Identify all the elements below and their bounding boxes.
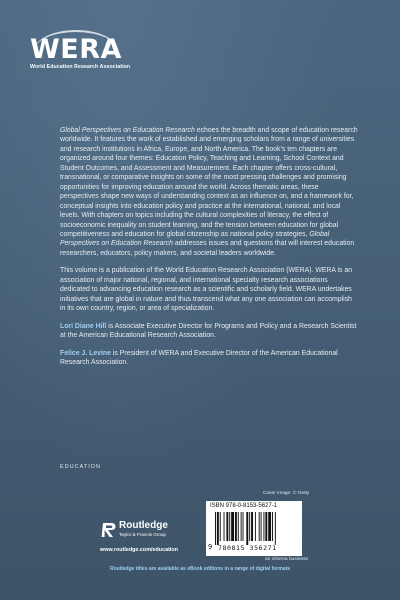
logo-subtitle: World Education Research Association [30,64,131,70]
isbn-label: ISBN 978-0-8153-5627-1 [210,503,278,509]
author-name: Lori Diane Hill [60,322,107,330]
wera-logo [30,36,130,70]
logo-text: WERA [30,34,122,65]
author-bio-1 [60,322,358,341]
logo-arc [34,30,118,72]
blurb-text: echoes the breadth and scope of education research worldwide. It features the work of established and emerging scholars from a range of universities and research institutions in Africa, Europe, and North America. The book’s ten chapters are organized around four themes: Education Policy, Teaching and Learning, School Context and Student Outcomes, and Assessment and Measurement. Each chapter offers cross-cultural, transnational, or comparative insights on some of the most pressing challenges and promising opportunities for improving education around the world. Across thematic areas, these perspectives shape new ways of understanding context as an influence on, and a framework for, conceptual insights into education policy and practice at the international, national, and local levels. With chapters on topics including the cultural complexities of literacy, the effect of socioeconomic inequality on student learning, and the tension between education for global competitiveness and education for global citizenship as national policy strategies, [60,127,358,238]
publisher-url: www.routledge.com/education [100,547,178,553]
ean-first-digit: 9 [208,543,213,551]
informa-tagline: an informa business [265,557,308,562]
ean-digits: 780815 356271 [218,544,277,552]
author-bio-text: is President of WERA and Executive Director of the American Educational Research Association. [60,349,338,366]
blurb-paragraph-1 [60,126,358,258]
isbn-barcode [206,501,302,556]
ebook-note: Routledge titles are available as eBook editions in a range of digital formats [109,566,291,572]
barcode-bars [214,512,298,545]
book-title: Global Perspectives on Education Research [60,127,195,134]
book-title: Global Perspectives on Education Research [60,230,330,248]
author-bio-text: is Associate Executive Director for Programs and Policy and a Research Scientist at the American Educational Research Association. [60,322,357,340]
routledge-icon [100,522,116,538]
publisher-name: Routledge [119,520,168,531]
subject-category: EDUCATION [60,464,101,470]
author-bio-2 [60,349,358,368]
publisher-group: Taylor & Francis Group [119,532,166,537]
blurb-paragraph-2: This volume is a publication of the World Education Research Association (WERA). WERA is an association of major national, regional, and international specialty research associations dedicated to advancing education research as a scientific and scholarly field. WERA undertakes initiatives that are global in nature and thus transcend what any one association can accomplish in its own country, region, or area of specialization. [60,267,353,313]
cover-image-credit: Cover image: © Getty [263,491,310,496]
blurb-text: addresses issues and questions that will interest education researchers, educators, policy makers, and societal leaders worldwide. [60,240,355,257]
blurb [60,126,358,375]
author-name: Felice J. Levine [60,349,111,357]
